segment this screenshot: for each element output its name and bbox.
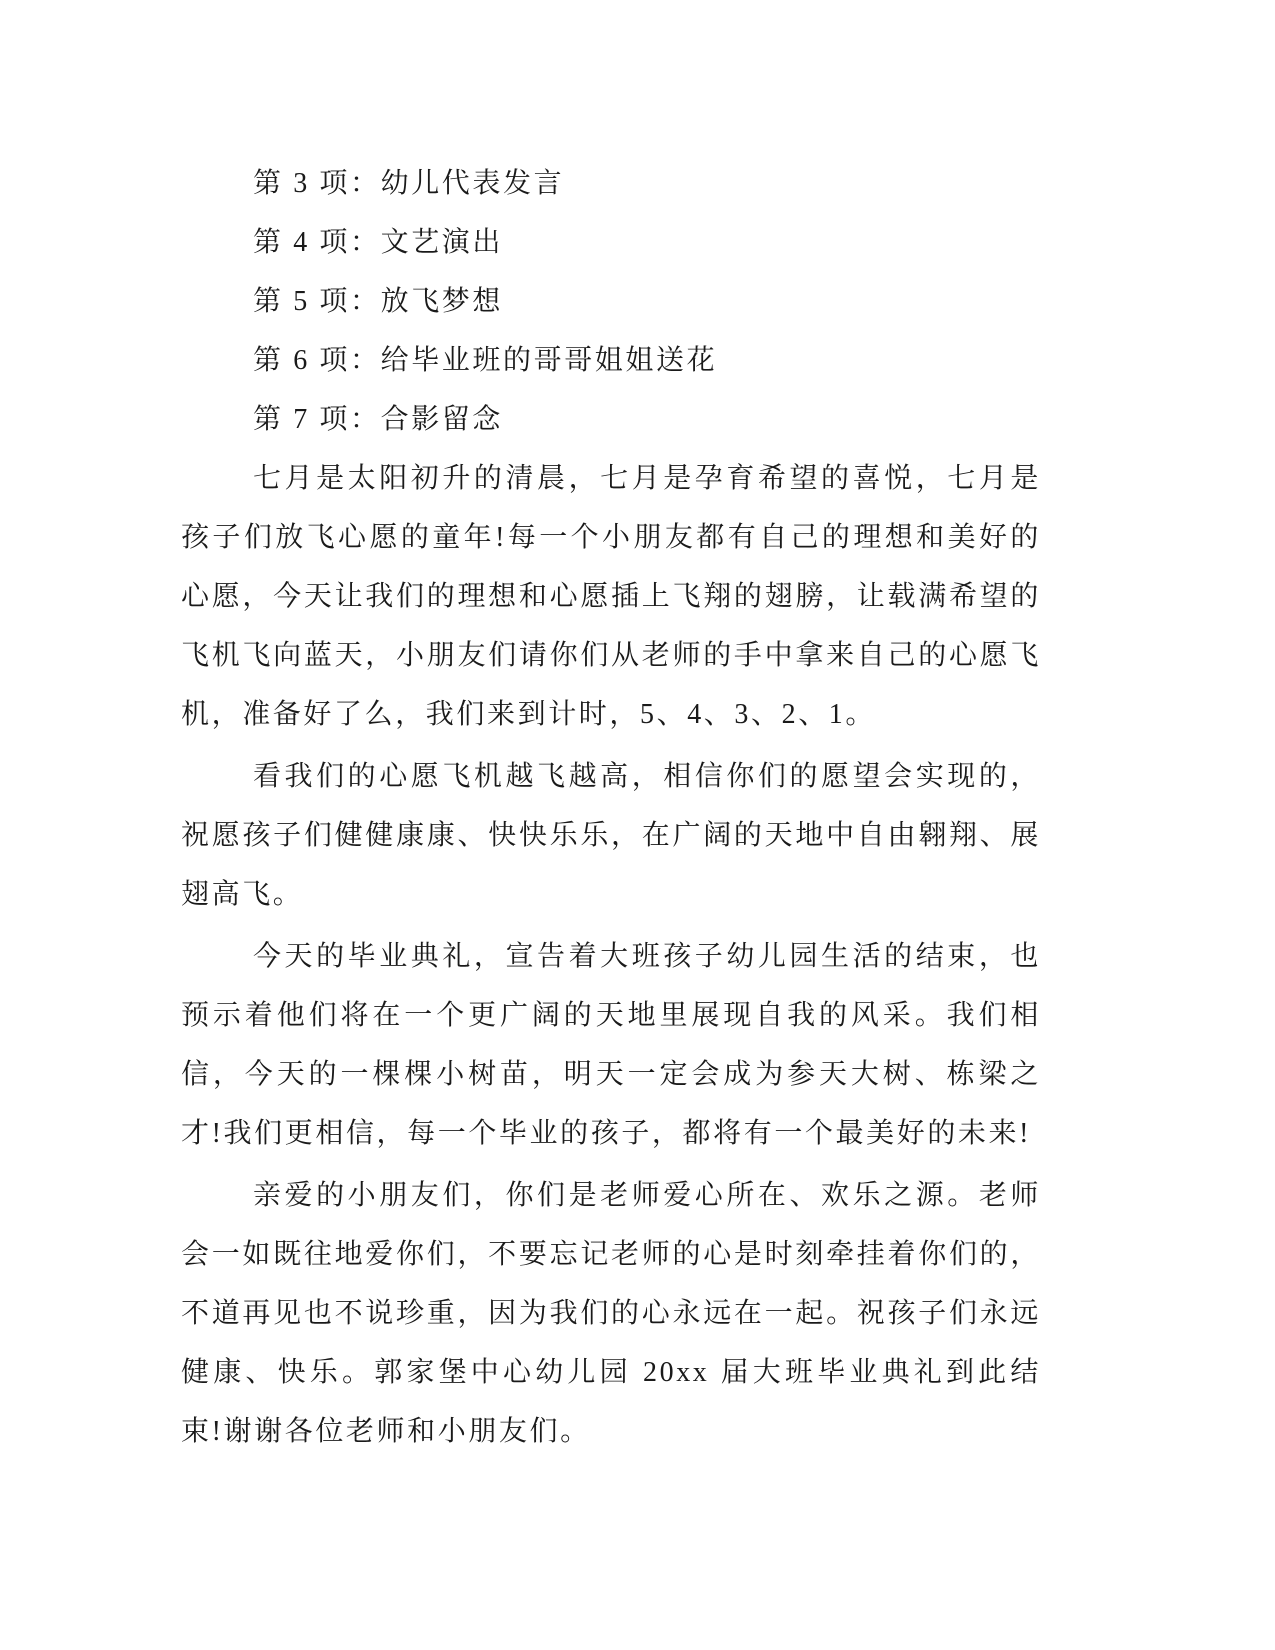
paragraph-july: 七月是太阳初升的清晨，七月是孕育希望的喜悦，七月是孩子们放飞心愿的童年!每一个小朋友都有自己的理想和美好的心愿，今天让我们的理想和心愿插上飞翔的翅膀，让载满希望的飞机飞向蓝天，小朋友们请你们从老师的手中拿来自己的心愿飞机，准备好了么，我们来到计时，5、4、3、2、1。	[181, 463, 1041, 730]
agenda-item-6: 第 6 项：给毕业班的哥哥姐姐送花	[253, 345, 718, 376]
paragraph-wish-planes: 看我们的心愿飞机越飞越高，相信你们的愿望会实现的，祝愿孩子们健健康康、快快乐乐，在广阔的天地中自由翱翔、展翅高飞。	[181, 761, 1041, 910]
agenda-item-5: 第 5 项：放飞梦想	[253, 286, 504, 317]
paragraph-closing: 亲爱的小朋友们，你们是老师爱心所在、欢乐之源。老师会一如既往地爱你们，不要忘记老师的心是时刻牵挂着你们的，不道再见也不说珍重，因为我们的心永远在一起。祝孩子们永远健康、快乐。郭家堡中心幼儿园 20xx 届大班毕业典礼到此结束!谢谢各位老师和小朋友们。	[181, 1180, 1041, 1447]
agenda-item-3: 第 3 项：幼儿代表发言	[253, 168, 565, 199]
paragraph-graduation: 今天的毕业典礼，宣告着大班孩子幼儿园生活的结束，也预示着他们将在一个更广阔的天地里展现自我的风采。我们相信，今天的一棵棵小树苗，明天一定会成为参天大树、栋梁之才!我们更相信，每一个毕业的孩子，都将有一个最美好的未来!	[181, 941, 1041, 1149]
document-body	[181, 154, 1041, 1461]
agenda-item-4: 第 4 项：文艺演出	[253, 227, 504, 258]
agenda-item-7: 第 7 项：合影留念	[253, 404, 504, 435]
